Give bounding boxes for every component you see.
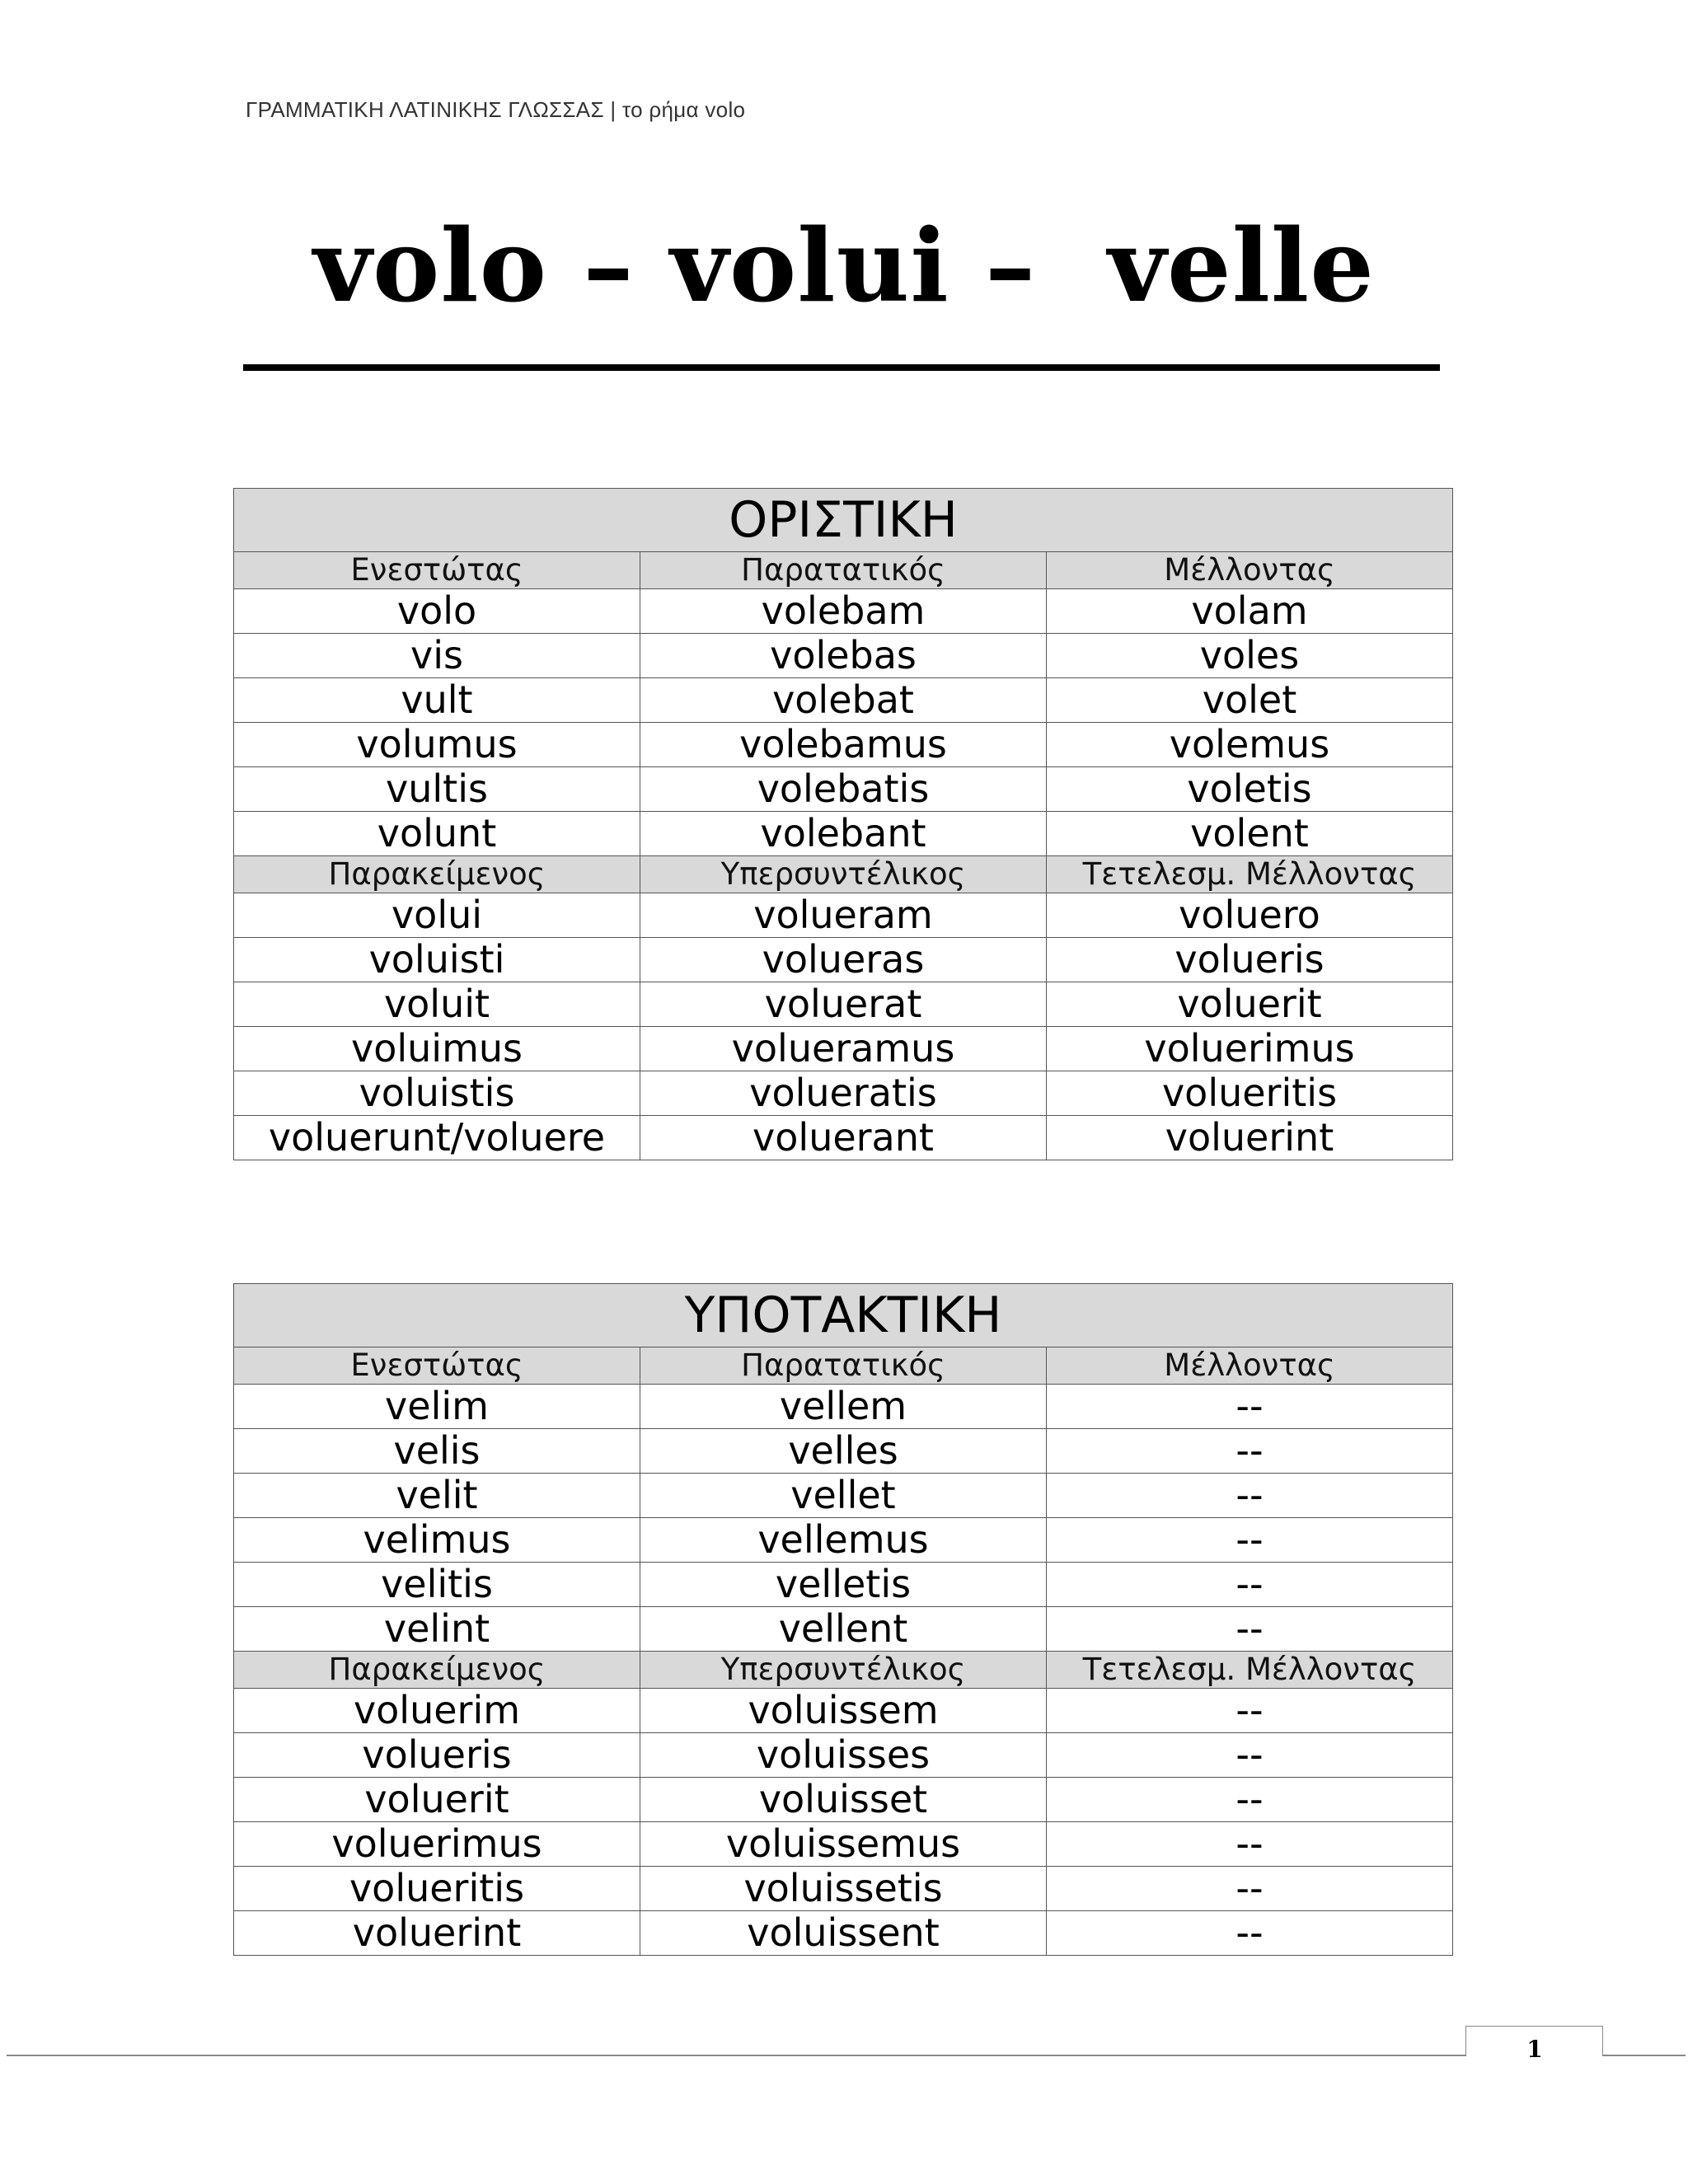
table-row (234, 767, 1453, 812)
verb-form-cell: -- (1047, 1733, 1453, 1778)
tense-header-row (234, 1347, 1453, 1385)
table-row (234, 1733, 1453, 1778)
page-number: 1 (1526, 2036, 1543, 2063)
verb-form-cell: voluerimus (1047, 1027, 1453, 1071)
verb-form-cell: volueramus (640, 1027, 1047, 1071)
tense-header-row (234, 856, 1453, 893)
verb-form-cell: voletis (1047, 767, 1453, 812)
verb-form-cell: volueritis (234, 1867, 640, 1911)
verb-form-cell: voluerunt/voluere (234, 1116, 640, 1160)
tense-heading: Μέλλοντας (1047, 1347, 1453, 1385)
table-row (234, 1563, 1453, 1607)
verb-form-cell: vis (234, 634, 640, 678)
table-row (234, 893, 1453, 938)
verb-form-cell: voluissent (640, 1911, 1047, 1956)
verb-form-cell: volebat (640, 678, 1047, 723)
table-row (234, 1385, 1453, 1429)
verb-form-cell: volueratis (640, 1071, 1047, 1116)
verb-form-cell: voluerint (234, 1911, 640, 1956)
verb-form-cell: voluero (1047, 893, 1453, 938)
verb-form-cell: -- (1047, 1474, 1453, 1518)
tense-heading: Υπερσυντέλικος (640, 1652, 1047, 1689)
verb-form-cell: -- (1047, 1518, 1453, 1563)
verb-form-cell: voluissemus (640, 1822, 1047, 1867)
verb-form-cell: -- (1047, 1778, 1453, 1822)
verb-form-cell: volui (234, 893, 640, 938)
verb-form-cell: velis (234, 1429, 640, 1474)
verb-form-cell: voluerim (234, 1689, 640, 1733)
tense-heading: Παρατατικός (640, 552, 1047, 589)
verb-form-cell: voluisset (640, 1778, 1047, 1822)
verb-form-cell: volam (1047, 589, 1453, 634)
verb-form-cell: voles (1047, 634, 1453, 678)
verb-form-cell: -- (1047, 1607, 1453, 1652)
verb-form-cell: voluerit (234, 1778, 640, 1822)
verb-form-cell: -- (1047, 1689, 1453, 1733)
verb-form-cell: vellet (640, 1474, 1047, 1518)
verb-form-cell: voluistis (234, 1071, 640, 1116)
verb-form-cell: volebamus (640, 723, 1047, 767)
tense-heading: Ενεστώτας (234, 1347, 640, 1385)
verb-form-cell: volueram (640, 893, 1047, 938)
tense-header-row (234, 1652, 1453, 1689)
verb-form-cell: -- (1047, 1563, 1453, 1607)
indicative-conjugation-table (233, 488, 1453, 1160)
table-row (234, 589, 1453, 634)
table-row (234, 982, 1453, 1027)
verb-form-cell: volebas (640, 634, 1047, 678)
table-row (234, 1778, 1453, 1822)
subjunctive-conjugation-table (233, 1283, 1453, 1956)
verb-form-cell: -- (1047, 1867, 1453, 1911)
verb-form-cell: voluit (234, 982, 640, 1027)
verb-form-cell: voluerit (1047, 982, 1453, 1027)
verb-form-cell: volebant (640, 812, 1047, 856)
table-row (234, 678, 1453, 723)
verb-form-cell: volumus (234, 723, 640, 767)
tense-heading: Τετελεσμ. Μέλλοντας (1047, 856, 1453, 893)
tense-heading: Μέλλοντας (1047, 552, 1453, 589)
verb-form-cell: velint (234, 1607, 640, 1652)
table-row (234, 1822, 1453, 1867)
verb-form-cell: vellem (640, 1385, 1047, 1429)
table-body (234, 1347, 1453, 1956)
verb-form-cell: volueris (1047, 938, 1453, 982)
running-header: ΓΡΑΜΜΑΤΙΚΗ ΛΑΤΙΝΙΚΗΣ ΓΛΩΣΣΑΣ | το ρήμα volo (246, 97, 746, 122)
verb-form-cell: volunt (234, 812, 640, 856)
table-row (234, 1429, 1453, 1474)
verb-form-cell: velim (234, 1385, 640, 1429)
verb-form-cell: voluisti (234, 938, 640, 982)
page-title: volo – volui – velle (313, 206, 1375, 325)
verb-form-cell: volueras (640, 938, 1047, 982)
verb-form-cell: -- (1047, 1385, 1453, 1429)
verb-form-cell: voluerat (640, 982, 1047, 1027)
mood-heading: ΥΠΟΤΑΚΤΙΚΗ (234, 1284, 1453, 1347)
table-row (234, 1867, 1453, 1911)
verb-form-cell: velimus (234, 1518, 640, 1563)
verb-form-cell: velletis (640, 1563, 1047, 1607)
verb-form-cell: vultis (234, 767, 640, 812)
table-row (234, 1607, 1453, 1652)
table-row (234, 1689, 1453, 1733)
tense-heading: Παρακείμενος (234, 856, 640, 893)
table-row (234, 1474, 1453, 1518)
tense-heading: Ενεστώτας (234, 552, 640, 589)
verb-form-cell: voluimus (234, 1027, 640, 1071)
table-row (234, 812, 1453, 856)
verb-form-cell: velit (234, 1474, 640, 1518)
footer-rule (7, 2055, 1465, 2056)
tense-heading: Τετελεσμ. Μέλλοντας (1047, 1652, 1453, 1689)
verb-form-cell: volet (1047, 678, 1453, 723)
mood-heading: ΟΡΙΣΤΙΚΗ (234, 489, 1453, 552)
verb-form-cell: voluerimus (234, 1822, 640, 1867)
table-body (234, 552, 1453, 1160)
verb-form-cell: velitis (234, 1563, 640, 1607)
verb-form-cell: volo (234, 589, 640, 634)
verb-form-cell: velles (640, 1429, 1047, 1474)
table-row (234, 1027, 1453, 1071)
verb-form-cell: volemus (1047, 723, 1453, 767)
verb-form-cell: volebam (640, 589, 1047, 634)
verb-form-cell: vult (234, 678, 640, 723)
tense-heading: Παρατατικός (640, 1347, 1047, 1385)
table-row (234, 1116, 1453, 1160)
verb-form-cell: volebatis (640, 767, 1047, 812)
table-row (234, 634, 1453, 678)
footer-rule (1603, 2055, 1686, 2056)
tense-heading: Υπερσυντέλικος (640, 856, 1047, 893)
verb-form-cell: volueris (234, 1733, 640, 1778)
tense-header-row (234, 552, 1453, 589)
verb-form-cell: voluisses (640, 1733, 1047, 1778)
verb-form-cell: voluissetis (640, 1867, 1047, 1911)
table-row (234, 938, 1453, 982)
verb-form-cell: vellent (640, 1607, 1047, 1652)
verb-form-cell: voluerant (640, 1116, 1047, 1160)
verb-form-cell: voluerint (1047, 1116, 1453, 1160)
verb-form-cell: voluissem (640, 1689, 1047, 1733)
title-underline (243, 364, 1440, 371)
verb-form-cell: -- (1047, 1822, 1453, 1867)
table-row (234, 1518, 1453, 1563)
tense-heading: Παρακείμενος (234, 1652, 640, 1689)
verb-form-cell: -- (1047, 1911, 1453, 1956)
table-row (234, 1911, 1453, 1956)
verb-form-cell: -- (1047, 1429, 1453, 1474)
table-row (234, 1071, 1453, 1116)
verb-form-cell: volent (1047, 812, 1453, 856)
verb-form-cell: volueritis (1047, 1071, 1453, 1116)
table-row (234, 723, 1453, 767)
verb-form-cell: vellemus (640, 1518, 1047, 1563)
